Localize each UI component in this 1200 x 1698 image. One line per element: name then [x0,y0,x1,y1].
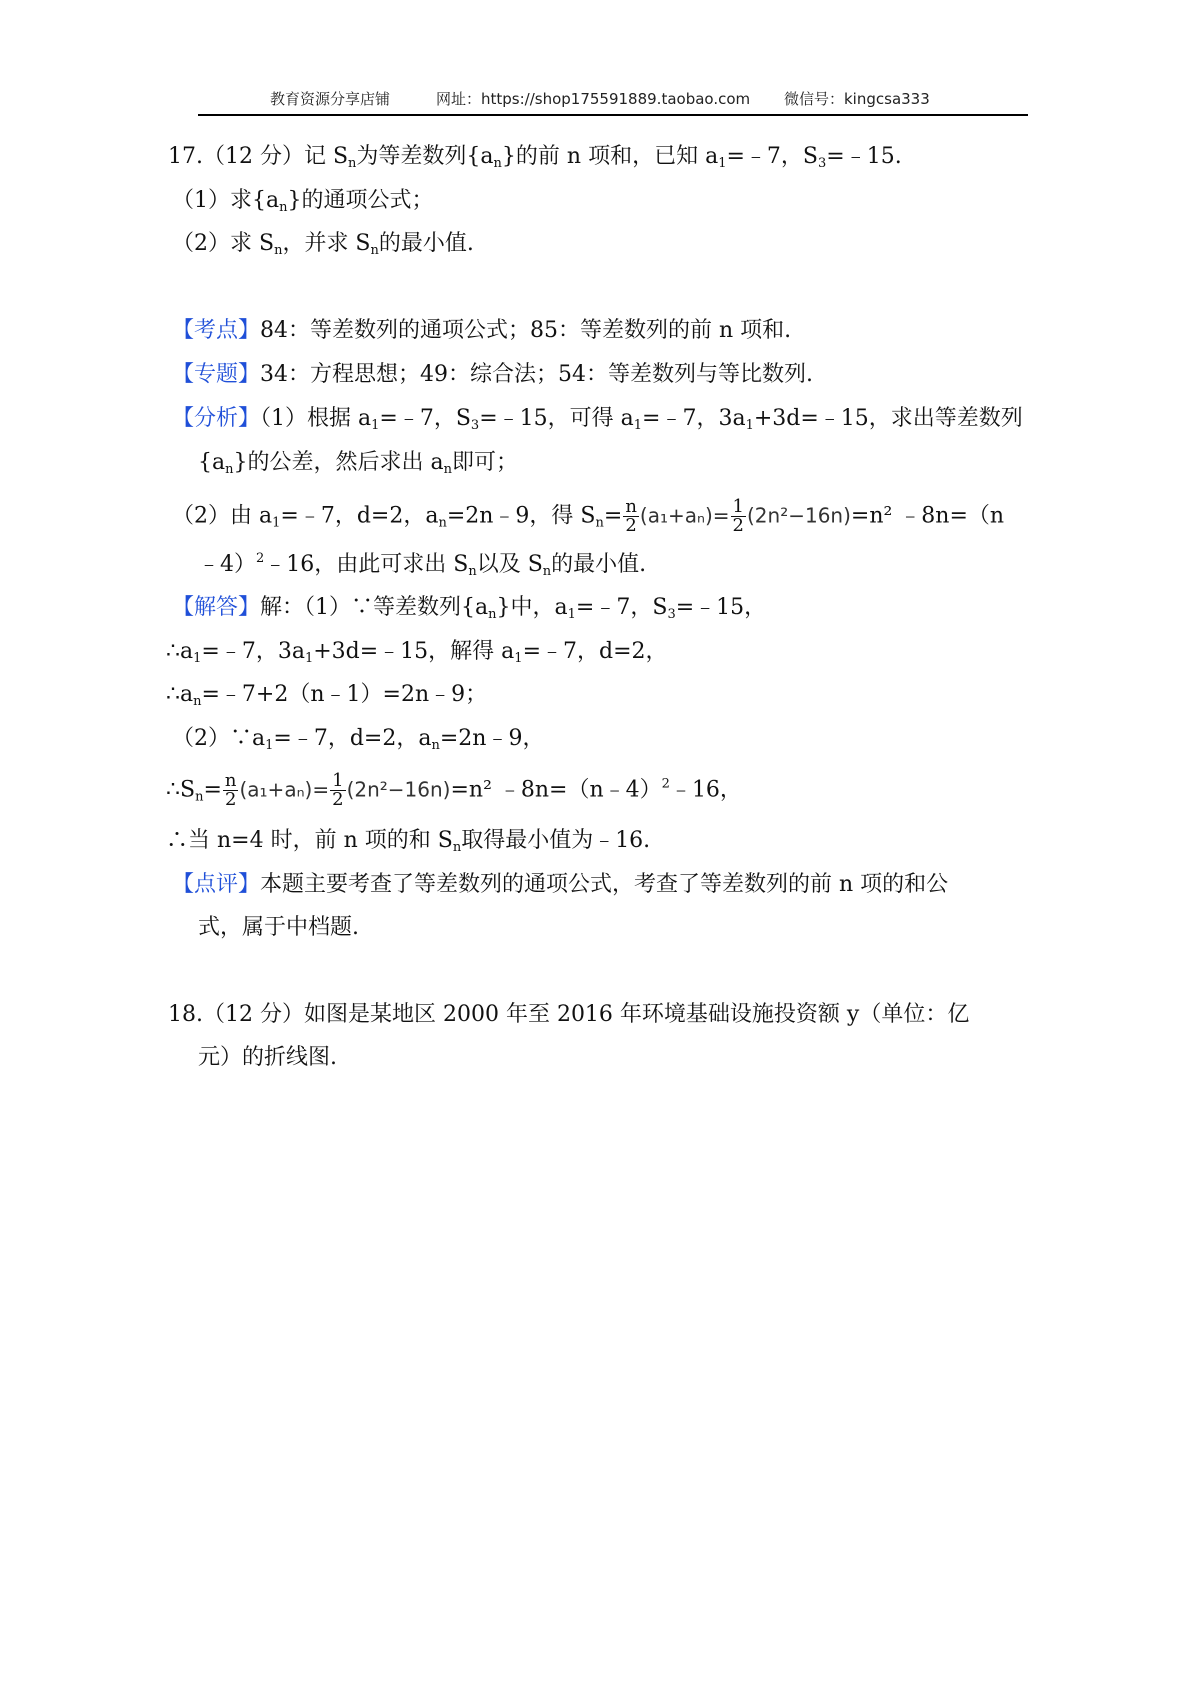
text-fragment: }中，a [496,595,568,620]
text-fragment: =﹣7+2（n﹣1）=2n﹣9； [201,682,488,707]
text-fragment: 1 [332,770,344,791]
text-fragment: 即可； [451,450,518,475]
dianping-tag: 【点评】 [172,872,261,897]
text-fragment: ∴a [166,639,194,664]
jieda-line-3 [166,680,487,710]
wechat-id: 微信号：kingcsa333 [784,90,930,108]
jieda-tag: 【解答】 [172,595,261,620]
text-fragment: ﹣16， [669,777,742,803]
fenxi-line-1 [172,404,1023,434]
shop-name: 教育资源分享店铺 [270,90,391,108]
text-fragment: ，并求 S [282,231,371,256]
text-fragment: 17.（12 分）记 S [168,144,349,169]
fenxi-tag: 【分析】 [172,406,261,431]
text-fragment: 1 [371,418,380,433]
text-fragment: }的通项公式； [287,188,434,213]
text-fragment: ∴当 n=4 时，前 n 项的和 S [166,828,453,853]
text-fragment: 34：方程思想；49：综合法；54：等差数列与等比数列. [260,362,813,387]
text-fragment: 2 [224,789,237,810]
text-fragment: 为等差数列{a [356,144,494,169]
text-fragment: n [488,607,497,622]
text-fragment: 2 [332,789,344,810]
text-fragment: 1 [732,496,744,517]
text-fragment: 3 [667,607,676,622]
text-fragment: =﹣15， [675,595,767,620]
text-fragment: n [595,515,604,531]
text-fragment: n [493,156,502,171]
text-fragment: 式，属于中档题. [198,915,359,940]
fenxi-line-2 [198,448,518,478]
q17-stem [168,142,902,172]
text-fragment: 2 [661,776,670,792]
text-fragment: 1 [193,651,202,666]
text-fragment: 1 [633,418,643,433]
jieda-line-2 [166,637,668,667]
q18-line-1 [168,1000,969,1030]
text-fragment: n [452,840,462,855]
fenxi-line-3: （2）由 $a_1=﹣7$，d=2，$a_n=2n﹣9$，得 $S_n=$ $\frac{n}{2}$ (a₁+aₙ)= $\frac{1}{2}$ (2n²−16n)=n² ﹣8n=（n [172,496,1005,536]
text-fragment: =﹣15，可得 a [479,406,634,431]
text-fragment: n [348,156,357,171]
text-fragment: =n² ﹣8n=（n [850,503,1005,529]
zhuanti-tag: 【专题】 [172,362,261,387]
text-fragment: n [279,200,288,215]
text-fragment: =﹣7，S [379,406,471,431]
text-fragment: n [195,789,204,805]
text-fragment: }的公差，然后求出 a [233,450,444,475]
text-fragment: 的最小值. [378,231,474,256]
q17-part1 [172,186,434,216]
text-fragment: 1 [745,418,754,433]
text-fragment: 1 [304,651,314,666]
text-fragment: 元）的折线图. [198,1045,337,1070]
text-fragment: 1 [718,156,727,171]
text-fragment: n [443,462,452,477]
formula-sum-term: (a₁+aₙ)= [639,503,730,528]
shop-url: 网址：https://shop175591889.taobao.com [436,90,751,108]
text-fragment: =2n﹣9， [439,726,545,751]
text-fragment: }的前 n 项和，已知 a [501,144,719,169]
formula-poly: (2n²−16n) [346,777,451,802]
text-fragment: （1）求{a [172,188,280,213]
text-fragment: n [468,564,477,579]
text-fragment: 1 [567,607,576,622]
text-fragment: n [193,694,202,709]
text-fragment: ∴a [166,682,194,707]
text-fragment: 以及 S [476,552,543,577]
text-fragment: 84：等差数列的通项公式；85：等差数列的前 n 项和. [260,318,792,343]
text-fragment: =﹣7，d=2，a [280,503,439,529]
text-fragment: +3d=﹣15，求出等差数列 [753,406,1023,431]
text-fragment: n [431,738,440,753]
q18-line-2 [198,1043,337,1073]
text-fragment: 1 [514,651,523,666]
formula-sum-term: (a₁+aₙ)= [239,777,330,802]
text-fragment: （2）求 S [172,231,275,256]
text-fragment: n [225,462,234,477]
text-fragment: =﹣7，d=2，a [273,726,432,751]
text-fragment: n [625,496,637,517]
text-fragment: ﹣4） [198,552,256,577]
text-fragment: =2n﹣9，得 S [446,503,596,529]
formula-poly: (2n²−16n) [746,503,851,528]
text-fragment: n [542,564,552,579]
text-fragment: n [438,515,447,531]
text-fragment: {a [198,450,226,475]
text-fragment: 1 [265,738,274,753]
text-fragment: 18.（12 分）如图是某地区 2000 年至 2016 年环境基础设施投资额 y（单位：亿 [168,1002,970,1027]
fraction-one-half [731,498,746,535]
fraction-n-over-2 [223,772,239,809]
text-fragment: 本题主要考查了等差数列的通项公式，考查了等差数列的前 n 项的和公 [260,872,949,897]
text-fragment: 解：（1）∵等差数列{a [260,595,489,620]
text-fragment: （1）根据 a [260,406,372,431]
text-fragment: n [274,243,283,258]
dianping-line-2 [198,913,359,943]
text-fragment: =﹣7，3a [642,406,746,431]
text-fragment: ∴S [166,777,196,803]
text-fragment: 2 [732,515,744,536]
jieda-line-6 [166,826,650,856]
zhuanti-line [172,360,813,390]
text-fragment: （2）由 a [172,503,273,529]
text-fragment: n [224,770,237,791]
text-fragment: =﹣7，d=2， [522,639,668,664]
text-fragment: 2 [256,551,265,566]
text-fragment: （2）∵a [172,726,266,751]
jieda-line-4 [172,724,544,754]
fraction-n-over-2 [623,498,639,535]
text-fragment: 3 [817,156,827,171]
text-fragment: ﹣16，由此可求出 S [264,552,469,577]
kaodian-line [172,316,791,346]
text-fragment: =﹣7，S [726,144,818,169]
text-fragment: =﹣7，3a [201,639,305,664]
kaodian-tag: 【考点】 [172,318,261,343]
jieda-line-5: $\therefore S_n=$ $\frac{n}{2}$ (a₁+aₙ)= $\frac{1}{2}$ (2n²−16n)=n² ﹣8n=（n﹣4）$^2$﹣16， [166,770,742,810]
text-fragment: 3 [470,418,480,433]
text-fragment: 2 [625,515,637,536]
text-fragment: +3d=﹣15，解得 a [313,639,515,664]
text-fragment: 的最小值. [551,552,647,577]
text-fragment: =n² ﹣8n=（n﹣4） [450,777,662,803]
q17-part2 [172,229,474,259]
fenxi-line-4 [198,550,646,580]
jieda-line-1 [172,593,766,623]
text-fragment: =﹣7，S [575,595,668,620]
text-fragment: n [370,243,379,258]
dianping-line-1 [172,870,948,900]
text-fragment: 取得最小值为﹣16. [461,828,651,853]
fraction-one-half [330,772,345,809]
text-fragment: 1 [272,515,281,531]
text-fragment: =﹣15. [826,144,902,169]
